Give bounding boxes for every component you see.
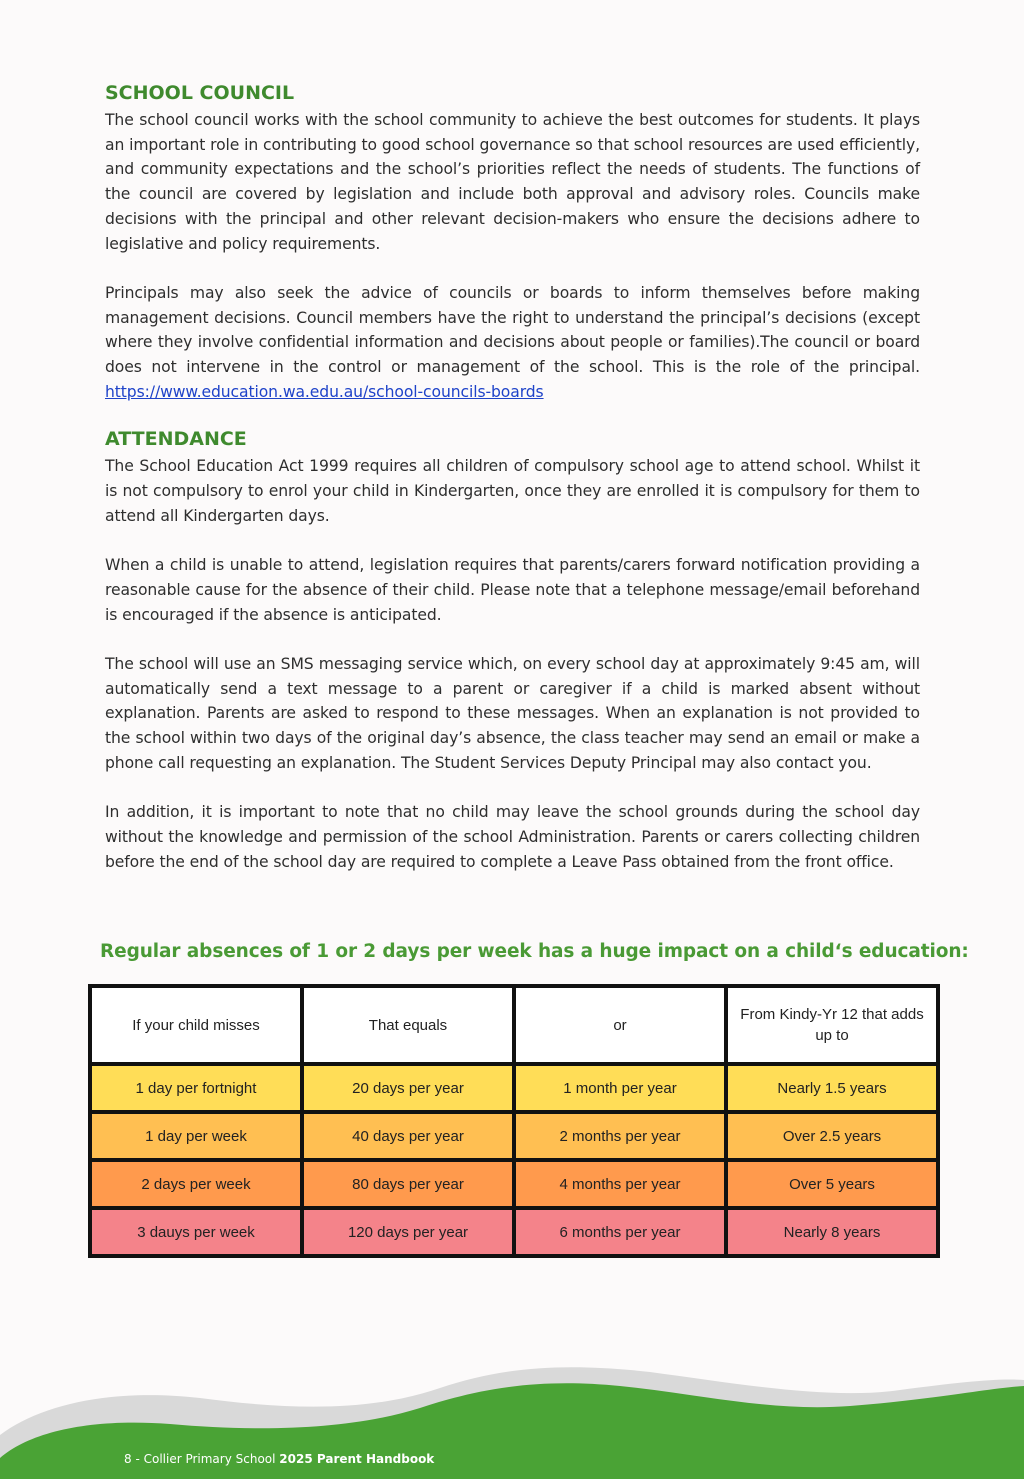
table-row: [90, 1208, 938, 1256]
table-cell: 4 months per year: [514, 1160, 726, 1208]
table-row: [90, 1064, 938, 1112]
table-cell: Nearly 1.5 years: [726, 1064, 938, 1112]
table-cell: 6 months per year: [514, 1208, 726, 1256]
table-cell: 20 days per year: [302, 1064, 514, 1112]
absence-impact-table: [88, 984, 940, 1258]
table-header-cell: or: [514, 986, 726, 1064]
attendance-section: [105, 426, 920, 874]
table-header-cell: If your child misses: [90, 986, 302, 1064]
table-cell: 40 days per year: [302, 1112, 514, 1160]
table-cell: Over 5 years: [726, 1160, 938, 1208]
attendance-paragraph-1: The School Education Act 1999 requires all children of compulsory school age to attend school. Whilst it is not compulsory to enrol your child in Kindergarten, once they are enrolled it is compulsory for them to attend all Kindergarten days.: [105, 457, 920, 525]
main-content: [105, 80, 920, 874]
table-cell: Nearly 8 years: [726, 1208, 938, 1256]
attendance-paragraph-3: The school will use an SMS messaging service which, on every school day at approximately 9:45 am, will automatically send a text message to a parent or caregiver if a child is marked absent without explanation. Parents are asked to respond to these messages. When an explanation is not provided to the school within two days of the original day’s absence, the class teacher may send an email or make a phone call requesting an explanation. The Student Services Deputy Principal may also contact you.: [105, 655, 920, 772]
attendance-heading: ATTENDANCE: [105, 428, 247, 451]
table-cell: 80 days per year: [302, 1160, 514, 1208]
table-cell: 2 months per year: [514, 1112, 726, 1160]
page-footer: [124, 1452, 434, 1466]
absence-impact-callout: Regular absences of 1 or 2 days per week has a huge impact on a child‘s education:: [100, 941, 969, 962]
table-cell: 1 day per fortnight: [90, 1064, 302, 1112]
table-row: [90, 1160, 938, 1208]
table-cell: 3 dauys per week: [90, 1208, 302, 1256]
school-council-paragraph-2: [105, 281, 920, 405]
footer-handbook-title: 2025 Parent Handbook: [279, 1452, 435, 1466]
table-cell: 1 month per year: [514, 1064, 726, 1112]
attendance-paragraph-2: When a child is unable to attend, legislation requires that parents/carers forward notification providing a reasonable cause for the absence of their child. Please note that a telephone message/email beforehand is encouraged if the absence is anticipated.: [105, 556, 920, 624]
table-cell: 1 day per week: [90, 1112, 302, 1160]
table-cell: 120 days per year: [302, 1208, 514, 1256]
school-council-paragraph-1: The school council works with the school community to achieve the best outcomes for students. It plays an important role in contributing to good school governance so that school resources are used efficiently, and community expectations and the school’s priorities reflect the needs of students. The functions of the council are covered by legislation and include both approval and advisory roles. Councils make decisions with the principal and other relevant decision-makers who ensure the decisions adhere to legislative and policy requirements.: [105, 111, 920, 253]
school-council-heading: SCHOOL COUNCIL: [105, 82, 295, 104]
table-header-cell: From Kindy-Yr 12 that adds up to: [726, 986, 938, 1064]
table-header-cell: That equals: [302, 986, 514, 1064]
table-cell: 2 days per week: [90, 1160, 302, 1208]
table-header-row: [90, 986, 938, 1064]
footer-prefix: 8 - Collier Primary School: [124, 1452, 280, 1466]
attendance-paragraph-4: In addition, it is important to note that no child may leave the school grounds during the school day without the knowledge and permission of the school Administration. Parents or carers collecting children before the end of the school day are required to complete a Leave Pass obtained from the front office.: [105, 803, 920, 871]
school-councils-link[interactable]: https://www.education.wa.edu.au/school-councils-boards: [105, 382, 544, 401]
table-row: [90, 1112, 938, 1160]
table-cell: Over 2.5 years: [726, 1112, 938, 1160]
school-council-section: [105, 80, 920, 404]
school-council-paragraph-2-text: Principals may also seek the advice of councils or boards to inform themselves before making management decisions. Council members have the right to understand the principal’s decisions (except where they involve confidential information and decisions about people or families).The council or board does not intervene in the control or management of the school. This is the role of the principal.: [105, 283, 920, 377]
